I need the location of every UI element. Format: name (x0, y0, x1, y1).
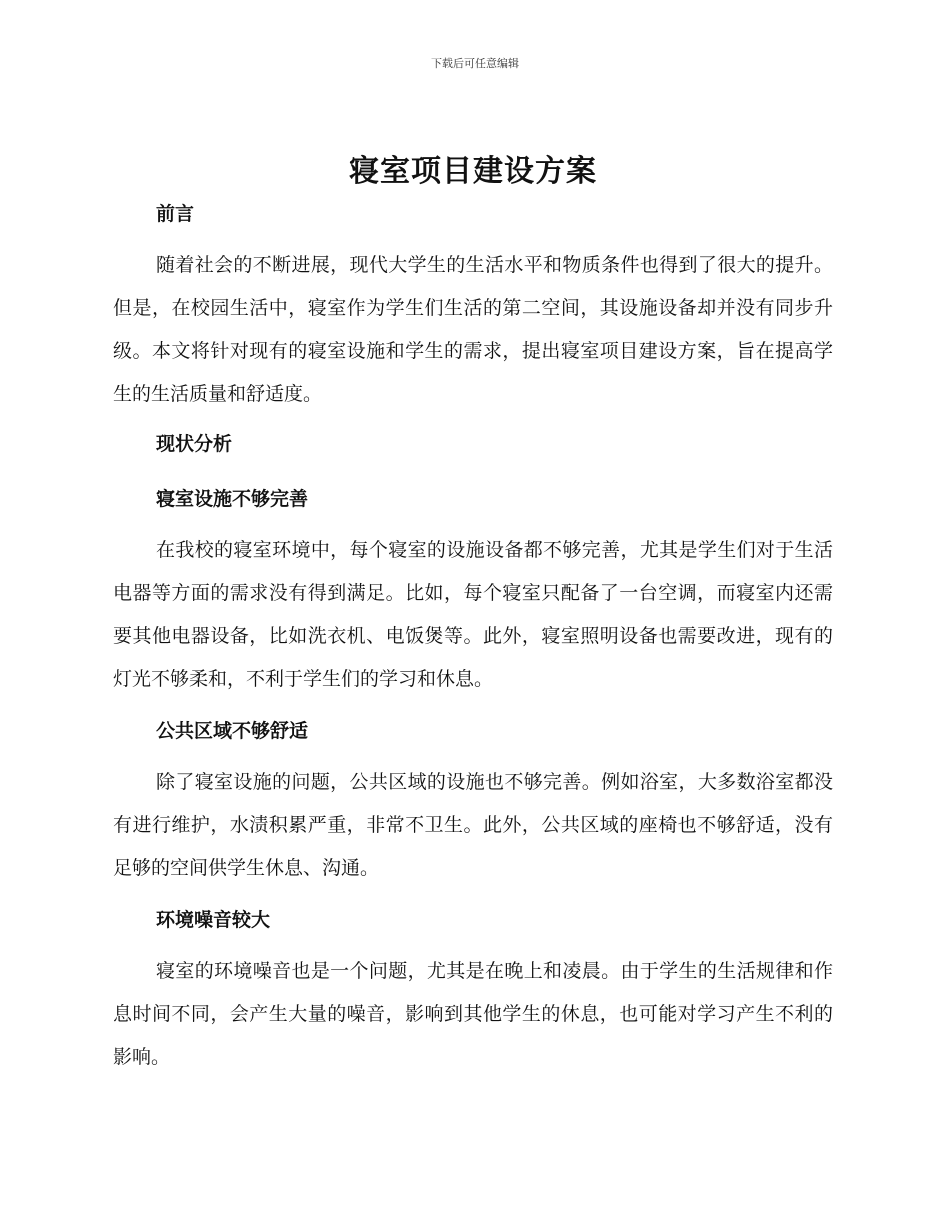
paragraph-preface: 随着社会的不断进展，现代大学生的生活水平和物质条件也得到了很大的提升。但是，在校园生活中，寝室作为学生们生活的第二空间，其设施设备却并没有同步升级。本文将针对现有的寝室设施和学生的需求，提出寝室项目建设方案，旨在提高学生的生活质量和舒适度。 (113, 254, 833, 405)
heading-facilities: 寝室设施不够完善 (156, 488, 309, 510)
heading-status-analysis: 现状分析 (156, 433, 233, 455)
paragraph-public-area: 除了寝室设施的问题，公共区域的设施也不够完善。例如浴室，大多数浴室都没有进行维护，水渍积累严重，非常不卫生。此外，公共区域的座椅也不够舒适，没有足够的空间供学生休息、沟通。 (113, 771, 833, 879)
heading-public-area: 公共区域不够舒适 (156, 720, 309, 742)
paragraph-noise: 寝室的环境噪音也是一个问题，尤其是在晚上和凌晨。由于学生的生活规律和作息时间不同，会产生大量的噪音，影响到其他学生的休息，也可能对学习产生不利的影响。 (113, 960, 833, 1068)
document-title: 寝室项目建设方案 (349, 154, 597, 189)
page-header-note: 下载后可任意编辑 (431, 57, 519, 70)
paragraph-facilities: 在我校的寝室环境中，每个寝室的设施设备都不够完善，尤其是学生们对于生活电器等方面的需求没有得到满足。比如，每个寝室只配备了一台空调，而寝室内还需要其他电器设备，比如洗衣机、电饭煲等。此外，寝室照明设备也需要改进，现有的灯光不够柔和，不利于学生们的学习和休息。 (113, 539, 833, 690)
heading-noise: 环境噪音较大 (156, 909, 271, 931)
heading-preface: 前言 (156, 203, 195, 225)
document-body (113, 148, 833, 1079)
